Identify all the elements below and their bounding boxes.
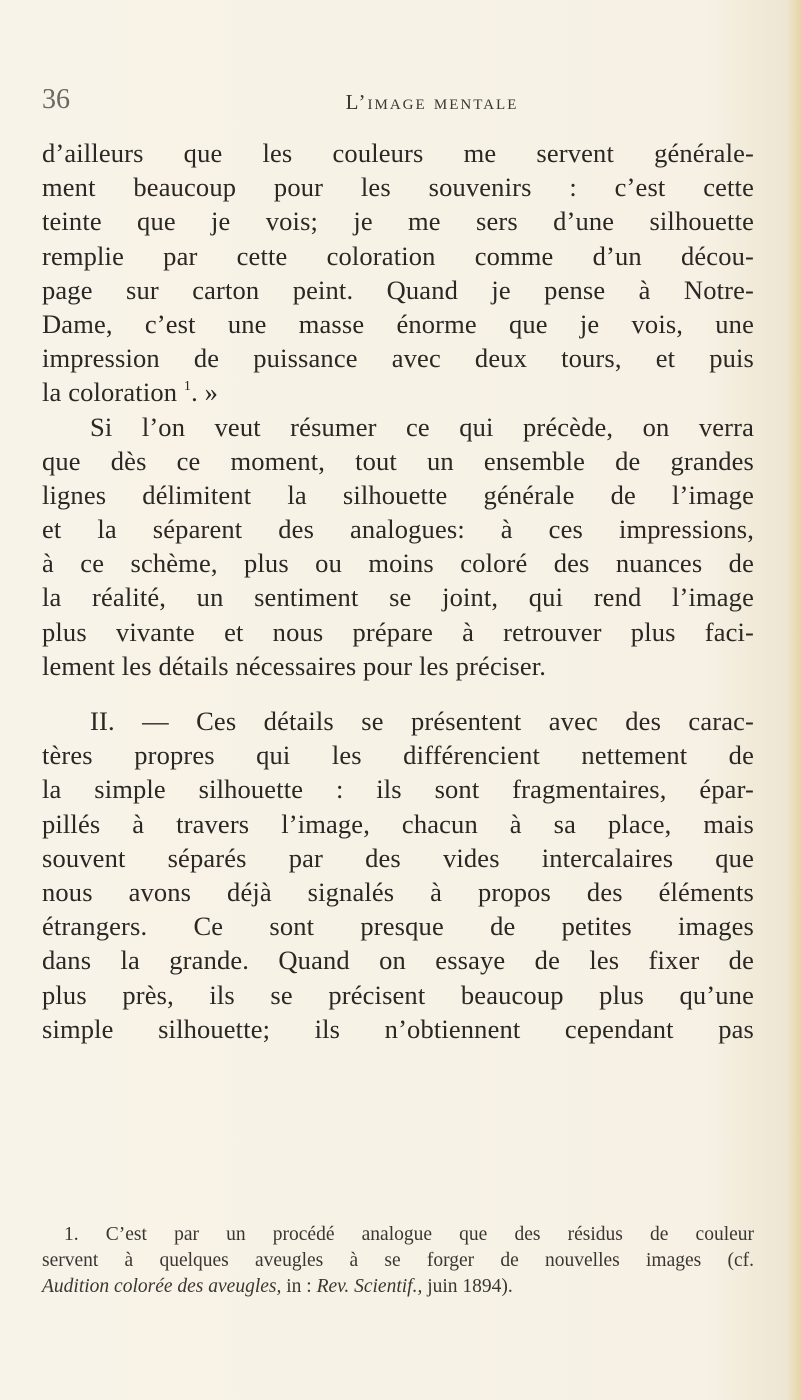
text-line: d’ailleurs que les couleurs me servent générale- [42,138,754,168]
text-line: impression de puissance avec deux tours, et puis [42,343,754,374]
text-line: remplie par cette coloration comme d’un décou- [42,240,754,271]
footnote-line [42,1222,754,1248]
text-line: plus près, ils se précisent beaucoup plus qu’une [42,979,754,1010]
text-line: simple silhouette; ils n’obtiennent cependant pas [42,1013,754,1044]
footnote-reference[interactable]: 1 [183,379,192,395]
footnote-text: in : [281,1276,317,1297]
text-line: Si l’on veut résumer ce qui précède, on verra [90,411,754,442]
text-line-with-footnote-ref [42,375,754,409]
paragraph-3 [42,704,754,1046]
footnote-line: servent à quelques aveugles à se forger de nouvelles images (cf. [42,1250,754,1271]
running-head [42,84,742,124]
footnotes [42,1222,754,1300]
text-line: à ce schème, plus ou moins coloré des nuances de [42,548,754,579]
running-title [242,90,622,115]
paragraph-2 [42,410,754,684]
text-line: et la séparent des analogues: à ces impressions, [42,514,754,545]
text-line: la simple silhouette : ils sont fragmentaires, épar- [42,774,754,805]
page-number: 36 [42,84,70,115]
text-line: dans la grande. Quand on essaye de les fixer de [42,945,754,976]
page-edge-shadow [787,0,801,1400]
text-line: tères propres qui les différencient nettement de [42,740,754,771]
text-line: teinte que je vois; je me sers d’une silhouette [42,206,754,237]
section-gap [42,683,754,704]
text-line: Dame, c’est une masse énorme que je vois, une [42,308,754,339]
text-line: lement les détails nécessaires pour les préciser. [42,650,547,681]
text-line: plus vivante et nous prépare à retrouver plus faci- [42,616,754,647]
footnote-citation-title: Audition colorée des aveugles, [42,1276,282,1297]
footnote-number: 1. [64,1224,79,1245]
text-line: souvent séparés par des vides intercalaires que [42,842,754,873]
text-fragment: . » [191,377,219,408]
footnote-text: C’est par un procédé analogue que des résidus de couleur [105,1224,755,1245]
text-line: étrangers. Ce sont presque de petites images [42,911,754,942]
text-line: la réalité, un sentiment se joint, qui rend l’image [42,582,754,613]
paragraph-1 [42,136,754,410]
text-line: ment beaucoup pour les souvenirs : c’est cette [42,172,754,203]
text-line: que dès ce moment, tout un ensemble de grandes [42,445,754,476]
text-line: lignes délimitent la silhouette générale de l’image [42,479,754,510]
text-line: pillés à travers l’image, chacun à sa place, mais [42,808,754,839]
footnote-text: juin 1894). [422,1276,513,1297]
footnote-journal-title: Rev. Scientif., [316,1276,423,1297]
text-line: nous avons déjà signalés à propos des éléments [42,876,754,907]
text-line: II. — Ces détails se présentent avec des carac- [90,706,754,736]
body-text [42,136,754,1046]
running-title-text: L’image mentale [345,90,519,114]
text-line: page sur carton peint. Quand je pense à Notre- [42,274,754,305]
text-fragment: la coloration [42,377,178,408]
footnote-line [42,1274,754,1300]
